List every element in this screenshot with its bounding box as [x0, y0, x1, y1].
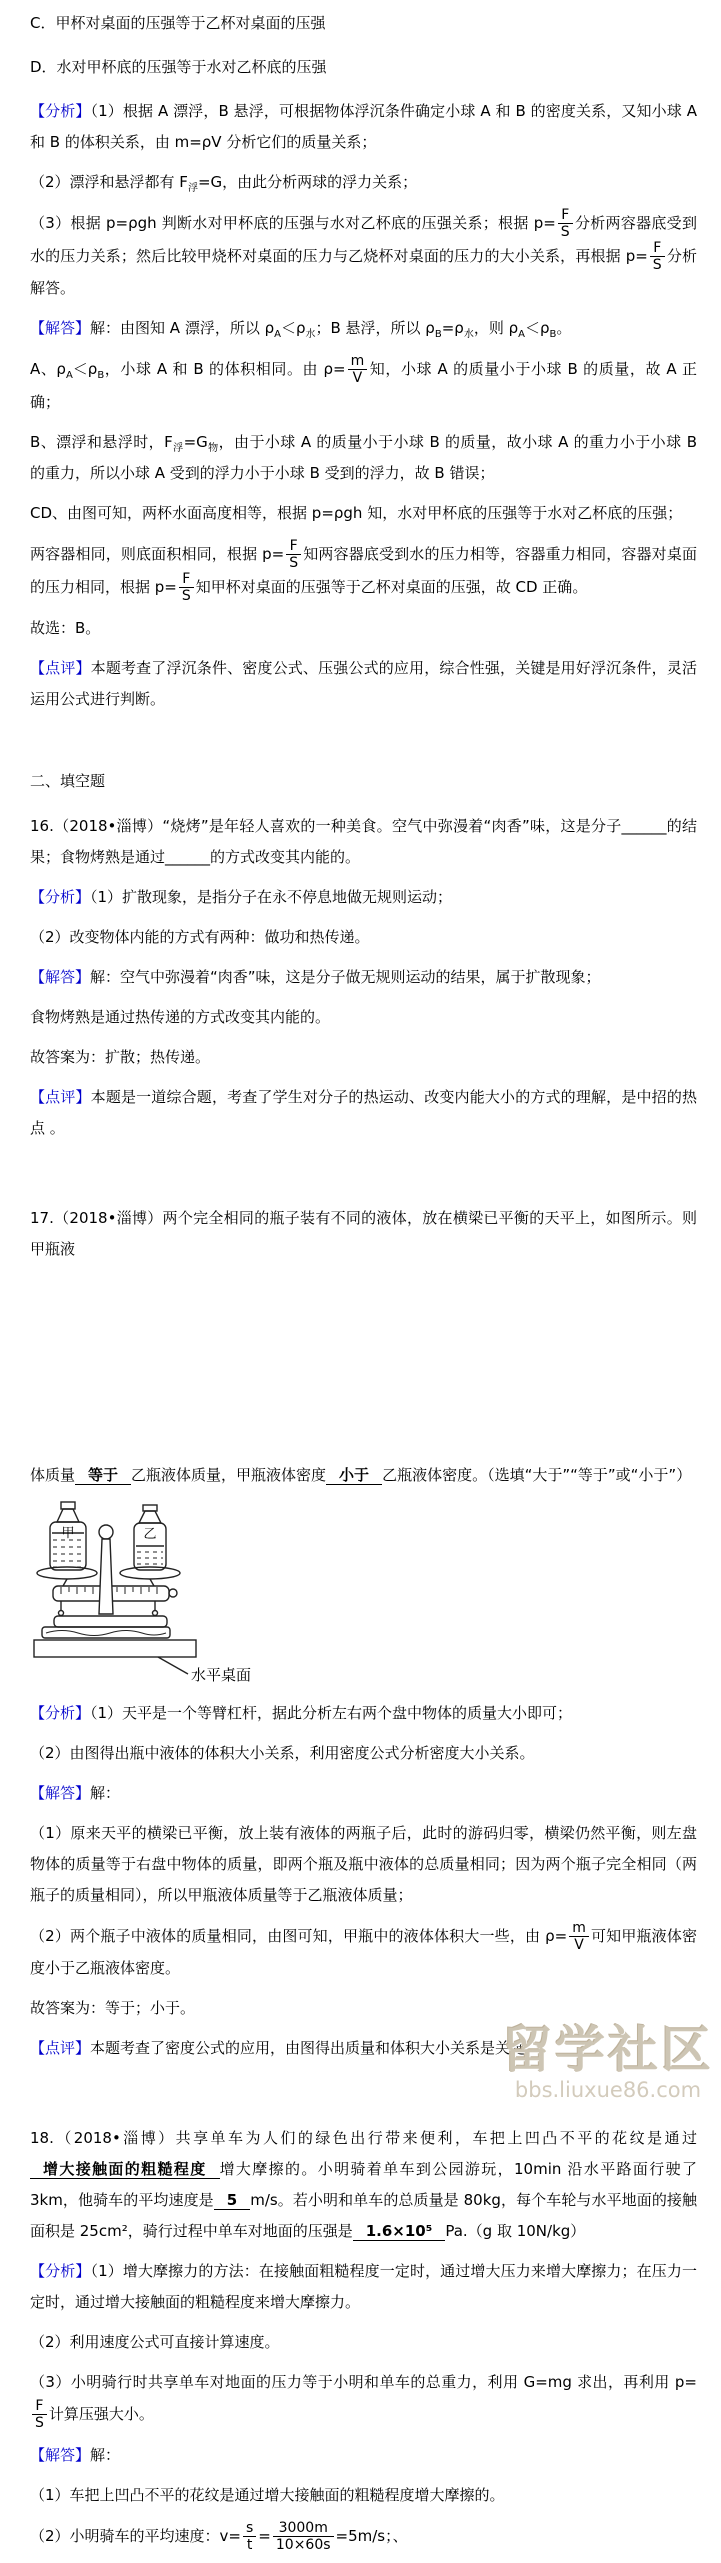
paragraph: 【解答】解： [30, 2446, 121, 2465]
subscript: 浮 [187, 183, 198, 194]
label-tag: 【分析】 [30, 1703, 91, 1722]
paragraph: （1）车把上凹凸不平的花纹是通过增大接触面的粗糙程度增大摩擦的。 [30, 2486, 505, 2505]
label-tag: 【解答】 [30, 319, 91, 338]
paragraph: （2）小明骑车的平均速度：v= $\frac{s}{t}$ = $\frac{3000m}{10\times 60s}$ =5m/s；、 [30, 2520, 408, 2554]
left-liquid [53, 1540, 83, 1567]
content-top [30, 8, 697, 1491]
label-tag: 【分析】 [30, 2262, 91, 2281]
fraction: $\frac{F}{S}$ [179, 571, 194, 604]
label-tag: 【解答】 [30, 967, 91, 986]
content-bottom [30, 1698, 697, 2554]
paragraph: A、$\rho_A<\rho_B$，小球 A 和 B 的体积相同。由 ρ= $\frac{m}{V}$ 知，小球 A 的质量小于小球 B 的质量，故 A 正确； [30, 353, 697, 411]
pillar-knob [99, 1525, 113, 1539]
paragraph: 【点评】本题考查了浮沉条件、密度公式、压强公式的应用，综合性强，关键是用好浮沉条件，灵活运用公式进行判断。 [30, 658, 697, 708]
watermark-title: 留学社区 [502, 2021, 714, 2079]
paragraph: 【解答】解：由图知 A 漂浮，所以 $\rho_A<\rho_水$；B 悬浮，所以 $\rho_B=\rho_水$，则 $\rho_A<\rho_B$。 [30, 319, 572, 341]
answer-blank: 等于 [75, 1466, 131, 1485]
answer-blank: 1.6×10⁵ [353, 2222, 446, 2241]
subscript: A [274, 329, 281, 341]
pointer-line [158, 1657, 188, 1674]
paragraph: （2）由图得出瓶中液体的体积大小关系，利用密度公式分析密度大小关系。 [30, 1743, 535, 1762]
right-bottle-label: 乙 [143, 1526, 157, 1542]
subscript: B [549, 329, 557, 341]
left-bottle-neck [57, 1509, 79, 1522]
label-tag: 【分析】 [30, 887, 91, 906]
paragraph: 【解答】解： [30, 1783, 121, 1802]
paragraph: 【分析】（1）扩散现象，是指分子在永不停息地做无规则运动； [30, 887, 453, 906]
watermark-url: bbs.liuxue86.com [514, 2077, 702, 2102]
fraction: $\frac{m}{V}$ [348, 353, 368, 386]
fraction: $\frac{F}{S}$ [286, 538, 301, 571]
paragraph: 17.（2018•淄博）两个完全相同的瓶子装有不同的液体，放在横梁已平衡的天平上，如图所示。则甲瓶液 [30, 1208, 697, 1258]
label-tag: 【点评】 [30, 658, 91, 677]
paragraph: （2）两个瓶子中液体的质量相同，由图可知，甲瓶中的液体体积大一些，由 ρ= $\frac{m}{V}$ 可知甲瓶液体密度小于乙瓶液体密度。 [30, 1919, 697, 1978]
spacer [30, 1153, 697, 1203]
paragraph: 【点评】本题考查了密度公式的应用，由图得出质量和体积大小关系是关键。 [30, 2039, 541, 2058]
left-bottle-label: 甲 [61, 1525, 75, 1541]
pillar [99, 1539, 113, 1614]
paragraph: （2）改变物体内能的方式有两种：做功和热传递。 [30, 927, 370, 946]
paragraph: 【点评】本题是一道综合题，考查了学生对分子的热运动、改变内能大小的方式的理解，是中招的热点 。 [30, 1087, 697, 1137]
subscript: 水 [305, 329, 316, 341]
paragraph: 18.（2018•淄博）共享单车为人们的绿色出行带来便利，车把上凹凸不平的花纹是通过增大接触面的粗糙程度 增大摩擦的。小明骑着单车到公园游玩，10min 沿水平路面行驶了 3km，他骑车的平均速度是 5 m/s。若小明和单车的总质量是 80kg，每个车轮与水平地面的接触面积是 25cm²，骑行过程中单车对地面的压强是 1.6×10⁵ Pa.（g 取 10N/kg） [30, 2129, 698, 2241]
paragraph: （2）利用速度公式可直接计算速度。 [30, 2333, 280, 2352]
adjustment-nut [169, 1589, 177, 1597]
balance-scale-figure [30, 1500, 697, 1692]
paragraph: （3）根据 p=ρgh 判断水对甲杯底的压强与水对乙杯底的压强关系；根据 p= $\frac{F}{S}$ 分析两容器底受到水的压力关系；然后比较甲烧杯对桌面的压力与乙烧杯对桌面的压力的大小关系，再根据 p= $\frac{F}{S}$ 分析解答。 [30, 207, 697, 298]
paragraph: （1）原来天平的横梁已平衡，放上装有液体的两瓶子后，此时的游码归零，横梁仍然平衡，则左盘物体的质量等于右盘中物体的质量，即两个瓶及瓶中液体的总质量相同；因为两个瓶子完全相同（两瓶子的质量相同），所以甲瓶液体质量等于乙瓶液体质量； [30, 1823, 697, 1904]
spacer [30, 724, 697, 762]
left-bottle-cap [61, 1502, 75, 1509]
fraction: $\frac{3000m}{10\times 60s}$ [273, 2520, 334, 2553]
base-wave [46, 1630, 166, 1635]
fraction: $\frac{F}{S}$ [558, 207, 573, 240]
paragraph: 体质量 等于 乙瓶液体质量，甲瓶液体密度 小于 乙瓶液体密度。（选填“大于”“等于”或“小于”） [30, 1465, 692, 1484]
paragraph: 故答案为：等于；小于。 [30, 1999, 196, 2018]
paragraph: 两容器相同，则底面积相同，根据 p= $\frac{F}{S}$ 知两容器底受到水的压力相等，容器重力相同，容器对桌面的压力相同，根据 p= $\frac{F}{S}$ 知甲杯对桌面的压强等于乙杯对桌面的压强，故 CD 正确。 [30, 537, 697, 604]
subscript: 物 [207, 442, 219, 454]
label-tag: 【点评】 [30, 1087, 91, 1106]
base-plate-upper [54, 1616, 167, 1627]
paragraph: 故答案为：扩散；热传递。 [30, 1047, 211, 1066]
paragraph: B、漂浮和悬浮时，$F_浮=G_物$，由于小球 A 的质量小于小球 B 的质量，故小球 A 的重力小于小球 B 的重力，所以小球 A 受到的浮力小于小球 B 受到的浮力，故 B 错误； [30, 432, 698, 482]
label-tag: 【解答】 [30, 1783, 91, 1802]
paragraph: 二、填空题 [30, 771, 106, 790]
subscript: B [97, 370, 105, 382]
right-bottle-cap [143, 1505, 157, 1511]
table-surface-label: 水平桌面 [191, 1665, 252, 1684]
fraction: $\frac{F}{S}$ [650, 240, 665, 273]
paragraph: 【分析】（1）增大摩擦力的方法：在接触面粗糙程度一定时，通过增大压力来增大摩擦力；在压力一定时，通过增大接触面的粗糙程度来增大摩擦力。 [30, 2262, 697, 2312]
right-liquid [137, 1552, 163, 1564]
paragraph: （3）小明骑行时共享单车对地面的压力等于小明和单车的总重力，利用 G=mg 求出，再利用 p= $\frac{F}{S}$ 计算压强大小。 [30, 2373, 697, 2432]
subscript: A [65, 370, 73, 382]
answer-blank: 小于 [326, 1466, 382, 1485]
paragraph: 故选：B。 [30, 618, 101, 637]
paragraph: （2）漂浮和悬浮都有 $F_浮=G$，由此分析两球的浮力关系； [30, 173, 418, 194]
label-tag: 【解答】 [30, 2446, 91, 2465]
paragraph: 【解答】解：空气中弥漫着“肉香”味，这是分子做无规则运动的结果，属于扩散现象； [30, 967, 601, 986]
subscript: 浮 [172, 442, 184, 454]
spacer [30, 1274, 697, 1460]
label-tag: 【点评】 [30, 2039, 91, 2058]
right-bottle-neck [139, 1511, 161, 1523]
fraction: $\frac{m}{V}$ [569, 1920, 589, 1953]
subscript: A [518, 329, 525, 341]
watermark [499, 2021, 717, 2103]
paragraph: 16.（2018•淄博）“烧烤”是年轻人喜欢的一种美食。空气中弥漫着“肉香”味，这是分子______的结果；食物烤熟是通过______的方式改变其内能的。 [30, 816, 697, 866]
base-plate-lower [42, 1627, 170, 1638]
subscript: 水 [463, 329, 474, 341]
paragraph: CD、由图可知，两杯水面高度相等，根据 p=ρgh 知，水对甲杯底的压强等于水对乙杯底的压强； [30, 503, 683, 522]
paragraph: 【分析】（1）根据 A 漂浮，B 悬浮，可根据物体浮沉条件确定小球 A 和 B 的密度关系，又知小球 A 和 B 的体积关系，由 m=ρV 分析它们的质量关系； [30, 102, 697, 151]
answer-blank: 5 [214, 2191, 250, 2210]
fraction: $\frac{F}{S}$ [32, 2398, 47, 2431]
paragraph: 食物烤熟是通过热传递的方式改变其内能的。 [30, 1007, 331, 1026]
fraction: $\frac{s}{t}$ [243, 2520, 256, 2553]
paragraph: 【分析】（1）天平是一个等臂杠杆，据此分析左右两个盘中物体的质量大小即可； [30, 1703, 573, 1722]
subscript: B [434, 329, 442, 341]
label-tag: 【分析】 [30, 102, 91, 120]
answer-blank: 增大接触面的粗糙程度 [30, 2160, 220, 2179]
table-surface [34, 1640, 196, 1657]
paragraph: C．甲杯对桌面的压强等于乙杯对桌面的压强 [30, 14, 326, 32]
left-pan [37, 1567, 97, 1579]
balance-scale-drawing [30, 1500, 450, 1692]
paragraph: D．水对甲杯底的压强等于水对乙杯底的压强 [30, 58, 327, 76]
right-pan [120, 1567, 180, 1579]
